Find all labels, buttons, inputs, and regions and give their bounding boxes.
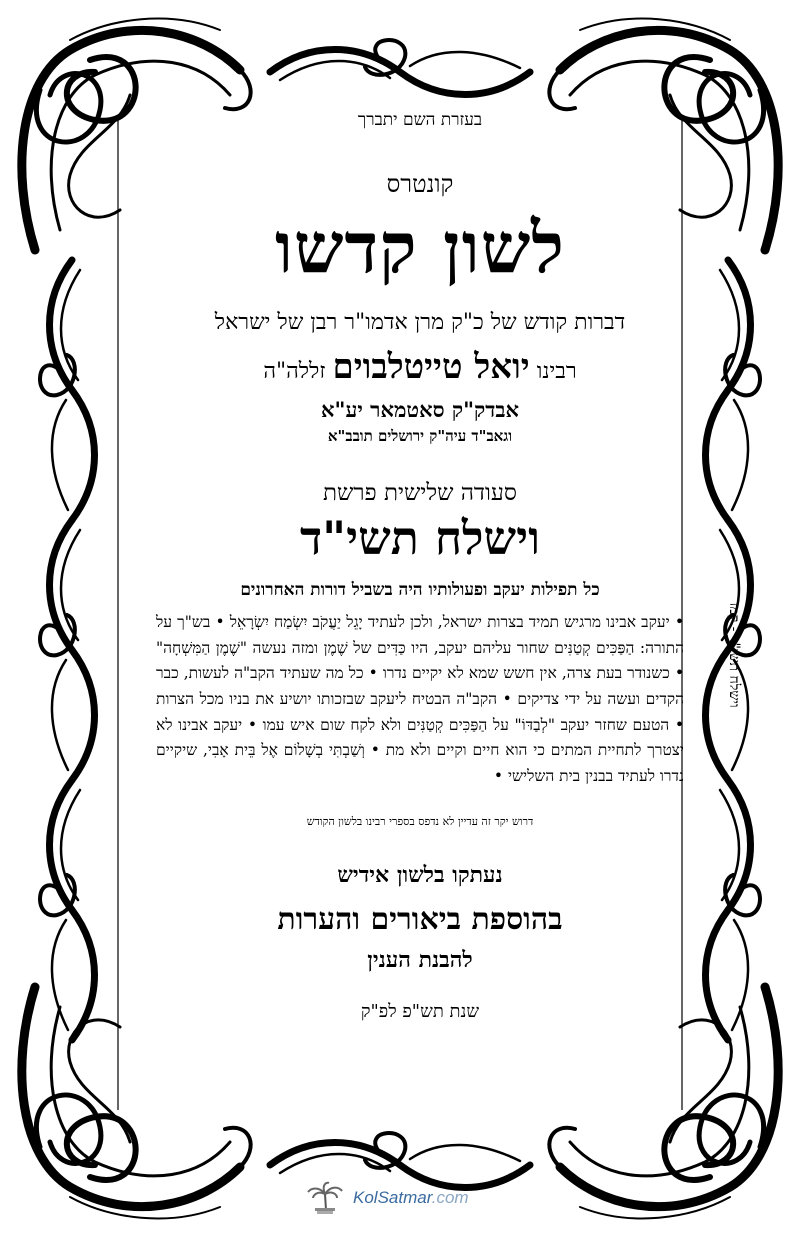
author-name: יואל טייטלבוים bbox=[332, 347, 530, 387]
logo-name: KolSatmar bbox=[353, 1188, 432, 1207]
author-suffix: זללה"ה bbox=[263, 359, 326, 384]
border-left-flourish bbox=[40, 780, 94, 1040]
occasion-title: וישלח תשי"ד bbox=[300, 511, 540, 565]
blessing-line: בעזרת השם יתברך bbox=[357, 110, 483, 130]
border-right-flourish bbox=[706, 780, 760, 1040]
title-page-content bbox=[150, 110, 690, 1022]
palm-tree-books-icon bbox=[305, 1180, 345, 1216]
author-line-3: אבדק"ק סאטמאר יע"א bbox=[321, 397, 519, 422]
author-line-4: וגאב"ד עיה"ק ירושלים תובב"א bbox=[327, 427, 513, 445]
translation-line-3: להבנת הענין bbox=[367, 947, 473, 974]
border-top-flourish bbox=[270, 40, 530, 94]
page-side-note: וישלח תשי"ד - קמז bbox=[726, 602, 742, 708]
logo-text bbox=[353, 1188, 469, 1208]
border-left-flourish bbox=[40, 260, 94, 520]
publication-year: שנת תש"פ לפ"ק bbox=[360, 1001, 480, 1023]
kuntres-label: קונטרס bbox=[386, 170, 454, 198]
summary-body: • יעקב אבינו מרגיש תמיד בצרות ישראל, ולכן לעתיד יָגֵל יַעֲקֹב יִשְׂמַח יִשְׂרָאֵל • בש"ך על התורה: הַפַּכִּים קְטַנִּים שחור עליהם יעקב, היו כַּדִּים של שֶׁמֶן ומזה נעשה "שֶׁמֶן הַמִּשְׁחָה" • כשנודר בעת צרה, אין חשש שמא לא יקיים נדרו • כל מה שעתיד הקב"ה לעשות, כבר הקדים ועשה על ידי צדיקים • הקב"ה הבטיח ליעקב שבזכותו יושיע את בניו מכל הצרות • הטעם שחזר יעקב "לְבַדּוֹ" על הַפַּכִּים קְטַנִּים ולא לקח שום איש עמו • יעקב אבינו לא יצטרך לתחיית המתים כי הוא חיים וקיים ולא מת • וְשַׁבְתִּי בְשָׁלוֹם אֶל בֵּית אָבִי, שיקיים נדרו לעתיד בבנין בית השלישי • bbox=[156, 613, 684, 785]
translation-line-2: בהוספת ביאורים והערות bbox=[277, 902, 563, 938]
kolsatmar-logo[interactable] bbox=[305, 1180, 469, 1216]
print-note: דרוש יקר זה עדיין לא נדפס בספרי רבינו בלשון הקודש bbox=[306, 815, 534, 829]
border-right-flourish bbox=[706, 260, 760, 520]
author-prefix: רבינו bbox=[536, 359, 577, 384]
translation-line-1: נעתקו בלשון אידיש bbox=[337, 862, 503, 889]
border-left-flourish bbox=[40, 520, 94, 780]
occasion-line: סעודה שלישית פרשת bbox=[323, 480, 517, 506]
summary-heading: כל תפילות יעקב ופעולותיו היה בשביל דורות האחרונים bbox=[240, 580, 600, 601]
main-title: לשון קדשו bbox=[274, 206, 566, 289]
author-line-1: דברות קודש של כ"ק מרן אדמו"ר רבן של ישראל bbox=[214, 310, 626, 335]
author-name-line bbox=[150, 347, 690, 387]
logo-domain: .com bbox=[431, 1188, 469, 1207]
